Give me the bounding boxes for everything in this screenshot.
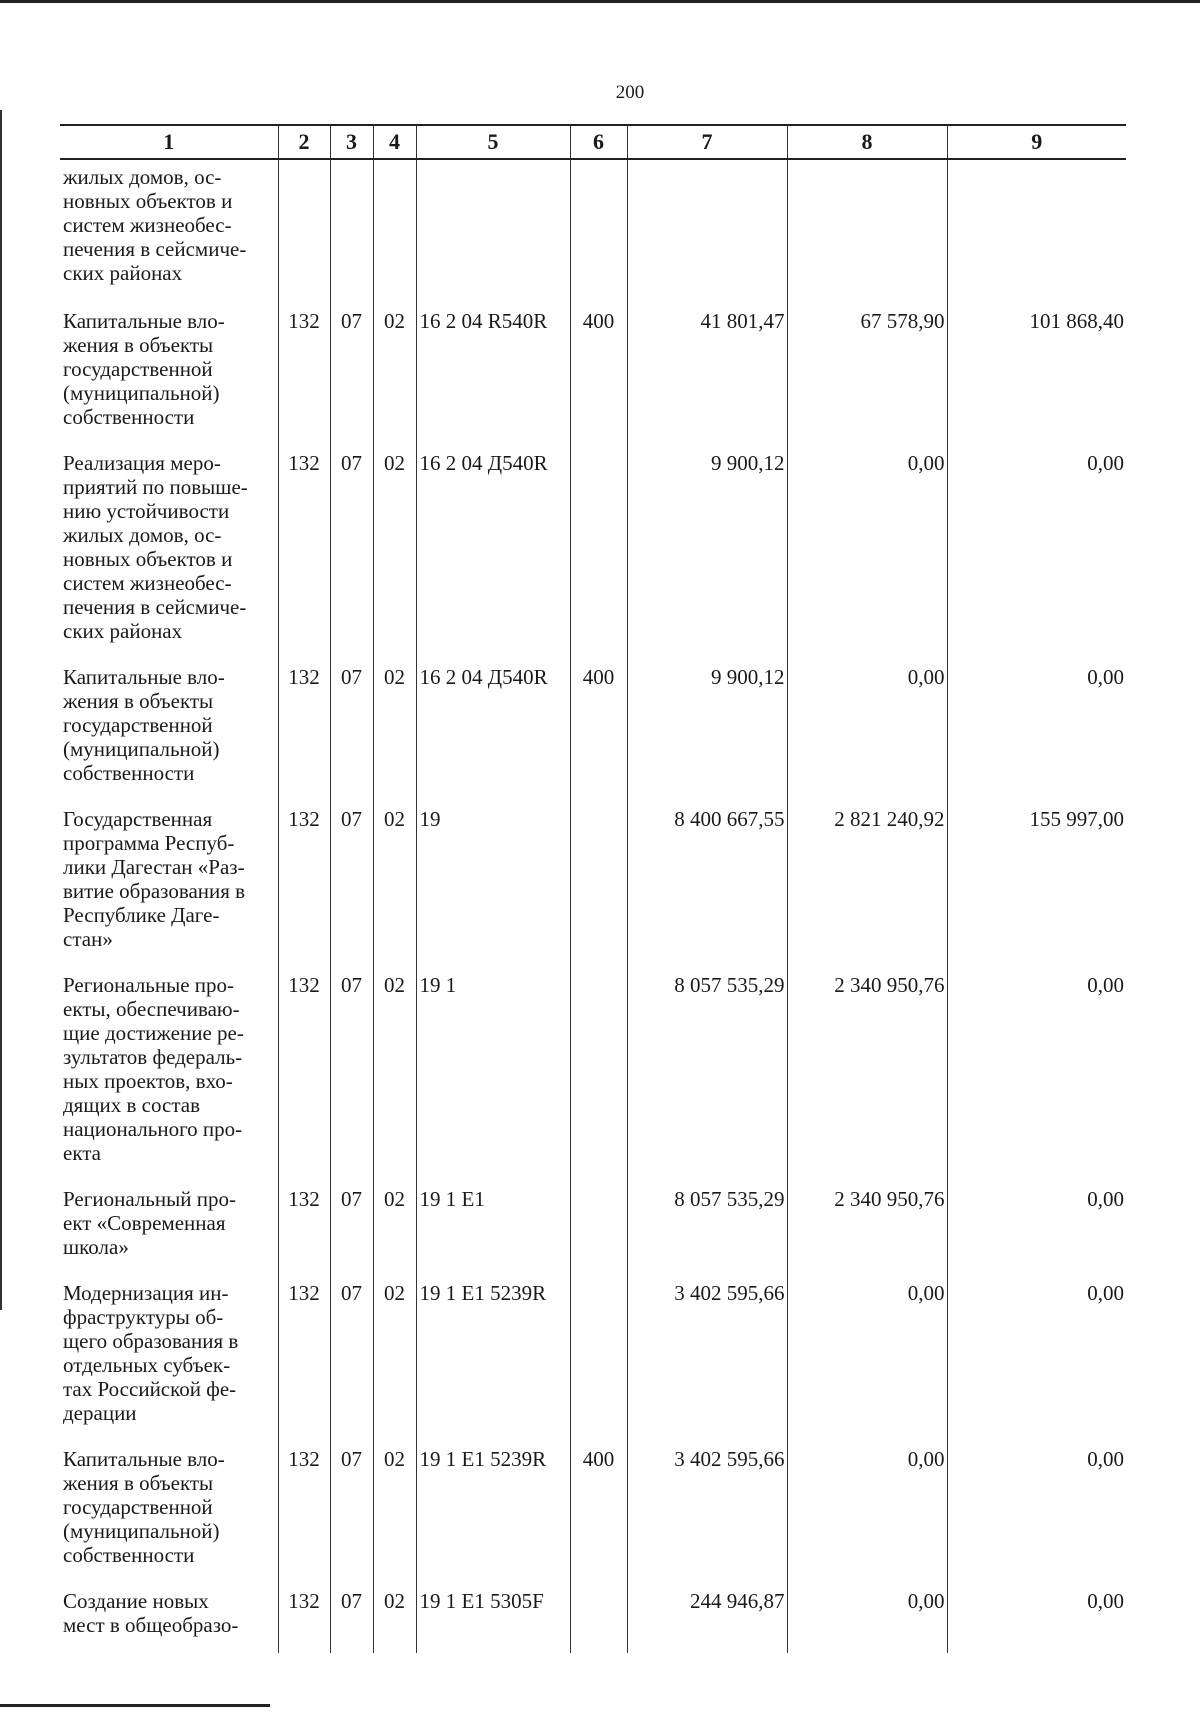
- cell-subsection: 02: [373, 795, 416, 961]
- cell-amount-col8: 0,00: [787, 1269, 947, 1435]
- cell-section: 07: [330, 1175, 373, 1269]
- cell-amount-col9: 0,00: [947, 1435, 1126, 1577]
- cell-amount-col8: 2 340 950,76: [787, 1175, 947, 1269]
- table-row: [60, 795, 1126, 961]
- cell-ministry-code: 132: [278, 653, 330, 795]
- cell-amount-col9: 0,00: [947, 1577, 1126, 1653]
- cell-amount-col8: 2 821 240,92: [787, 795, 947, 961]
- cell-section: 07: [330, 1577, 373, 1653]
- cell-ministry-code: 132: [278, 795, 330, 961]
- cell-expense-type: [570, 1269, 627, 1435]
- cell-amount-col9: [947, 159, 1126, 297]
- cell-ministry-code: 132: [278, 297, 330, 439]
- cell-amount-col7: 8 400 667,55: [627, 795, 787, 961]
- cell-expense-type: [570, 1577, 627, 1653]
- cell-amount-col8: 0,00: [787, 1577, 947, 1653]
- cell-amount-col9: 0,00: [947, 1175, 1126, 1269]
- cell-section: 07: [330, 1435, 373, 1577]
- cell-expense-type: [570, 961, 627, 1175]
- cell-amount-col8: [787, 159, 947, 297]
- cell-subsection: 02: [373, 439, 416, 653]
- row-description: Реализация меро- приятий по повыше- нию устойчивости жилых домов, ос- новных объектов и систем жизнеобес- печения в сейсмиче- ских районах: [63, 451, 248, 643]
- page-number: 200: [615, 82, 645, 103]
- cell-amount-col9: 0,00: [947, 439, 1126, 653]
- cell-target-article: 19 1: [416, 961, 570, 1175]
- cell-target-article: 19 1 E1: [416, 1175, 570, 1269]
- table-row: [60, 439, 1126, 653]
- cell-amount-col8: 67 578,90: [787, 297, 947, 439]
- cell-amount-col7: 244 946,87: [627, 1577, 787, 1653]
- budget-table-grid: [60, 124, 1126, 1653]
- cell-subsection: 02: [373, 1577, 416, 1653]
- cell-expense-type: [570, 159, 627, 297]
- row-description: Модернизация ин- фраструктуры об- щего образования в отдельных субъек- тах Российской фе- дерации: [63, 1281, 239, 1425]
- cell-subsection: 02: [373, 1269, 416, 1435]
- cell-amount-col8: 0,00: [787, 439, 947, 653]
- table-body: [60, 159, 1126, 1653]
- cell-amount-col7: 41 801,47: [627, 297, 787, 439]
- cell-amount-col7: 9 900,12: [627, 439, 787, 653]
- cell-section: 07: [330, 1269, 373, 1435]
- cell-section: 07: [330, 653, 373, 795]
- cell-subsection: 02: [373, 653, 416, 795]
- cell-ministry-code: [278, 159, 330, 297]
- scan-top-border: [0, 0, 1200, 3]
- cell-amount-col9: 155 997,00: [947, 795, 1126, 961]
- cell-target-article: [416, 159, 570, 297]
- header-col-8: 8: [787, 125, 947, 159]
- cell-subsection: 02: [373, 297, 416, 439]
- cell-ministry-code: 132: [278, 1577, 330, 1653]
- header-col-4: 4: [373, 125, 416, 159]
- cell-expense-type: [570, 1175, 627, 1269]
- cell-subsection: 02: [373, 961, 416, 1175]
- header-col-1: 1: [60, 125, 278, 159]
- table-row: [60, 961, 1126, 1175]
- cell-ministry-code: 132: [278, 1269, 330, 1435]
- cell-amount-col7: 8 057 535,29: [627, 961, 787, 1175]
- cell-amount-col9: 101 868,40: [947, 297, 1126, 439]
- cell-amount-col7: 3 402 595,66: [627, 1435, 787, 1577]
- cell-target-article: 16 2 04 R540R: [416, 297, 570, 439]
- table-row: [60, 1577, 1126, 1653]
- cell-amount-col9: 0,00: [947, 1269, 1126, 1435]
- table-row: [60, 1175, 1126, 1269]
- table-row: [60, 1435, 1126, 1577]
- cell-subsection: [373, 159, 416, 297]
- table-row: [60, 297, 1126, 439]
- row-description: Региональные про- екты, обеспечиваю- щие достижение ре- зультатов федераль- ных проектов, вхо- дящих в состав национального про- екта: [63, 973, 244, 1165]
- cell-section: 07: [330, 795, 373, 961]
- cell-amount-col7: 3 402 595,66: [627, 1269, 787, 1435]
- scan-left-edge: [0, 110, 2, 1310]
- scan-bottom-mark: [0, 1704, 270, 1707]
- cell-amount-col8: 2 340 950,76: [787, 961, 947, 1175]
- row-description: Региональный про- ект «Современная школа»: [63, 1187, 236, 1259]
- cell-expense-type: 400: [570, 653, 627, 795]
- table-row: [60, 1269, 1126, 1435]
- cell-ministry-code: 132: [278, 1435, 330, 1577]
- cell-target-article: 19: [416, 795, 570, 961]
- table-header-row: [60, 125, 1126, 159]
- cell-target-article: 19 1 E1 5239R: [416, 1435, 570, 1577]
- cell-amount-col7: [627, 159, 787, 297]
- cell-target-article: 16 2 04 Д540R: [416, 653, 570, 795]
- cell-target-article: 19 1 E1 5305F: [416, 1577, 570, 1653]
- cell-amount-col8: 0,00: [787, 1435, 947, 1577]
- cell-amount-col9: 0,00: [947, 961, 1126, 1175]
- header-col-2: 2: [278, 125, 330, 159]
- table-row: [60, 653, 1126, 795]
- cell-amount-col8: 0,00: [787, 653, 947, 795]
- cell-expense-type: 400: [570, 1435, 627, 1577]
- cell-section: 07: [330, 439, 373, 653]
- header-col-9: 9: [947, 125, 1126, 159]
- row-description: Создание новых мест в общеобразо-: [63, 1589, 239, 1637]
- header-col-3: 3: [330, 125, 373, 159]
- row-description: Государственная программа Респуб- лики Дагестан «Раз- витие образования в Республике Даге- стан»: [63, 807, 246, 951]
- cell-expense-type: [570, 795, 627, 961]
- cell-ministry-code: 132: [278, 961, 330, 1175]
- cell-expense-type: [570, 439, 627, 653]
- header-col-6: 6: [570, 125, 627, 159]
- row-description: Капитальные вло- жения в объекты государственной (муниципальной) собственности: [63, 1447, 225, 1567]
- cell-target-article: 19 1 E1 5239R: [416, 1269, 570, 1435]
- budget-table: [60, 124, 1126, 1653]
- header-col-5: 5: [416, 125, 570, 159]
- cell-section: 07: [330, 961, 373, 1175]
- cell-ministry-code: 132: [278, 1175, 330, 1269]
- cell-amount-col7: 9 900,12: [627, 653, 787, 795]
- cell-amount-col7: 8 057 535,29: [627, 1175, 787, 1269]
- cell-expense-type: 400: [570, 297, 627, 439]
- cell-target-article: 16 2 04 Д540R: [416, 439, 570, 653]
- cell-amount-col9: 0,00: [947, 653, 1126, 795]
- header-col-7: 7: [627, 125, 787, 159]
- cell-subsection: 02: [373, 1175, 416, 1269]
- table-row: [60, 159, 1126, 297]
- cell-subsection: 02: [373, 1435, 416, 1577]
- cell-ministry-code: 132: [278, 439, 330, 653]
- row-description: Капитальные вло- жения в объекты государственной (муниципальной) собственности: [63, 309, 225, 429]
- row-description: Капитальные вло- жения в объекты государственной (муниципальной) собственности: [63, 665, 225, 785]
- row-description: жилых домов, ос- новных объектов и систем жизнеобес- печения в сейсмиче- ских районах: [63, 165, 247, 285]
- cell-section: [330, 159, 373, 297]
- cell-section: 07: [330, 297, 373, 439]
